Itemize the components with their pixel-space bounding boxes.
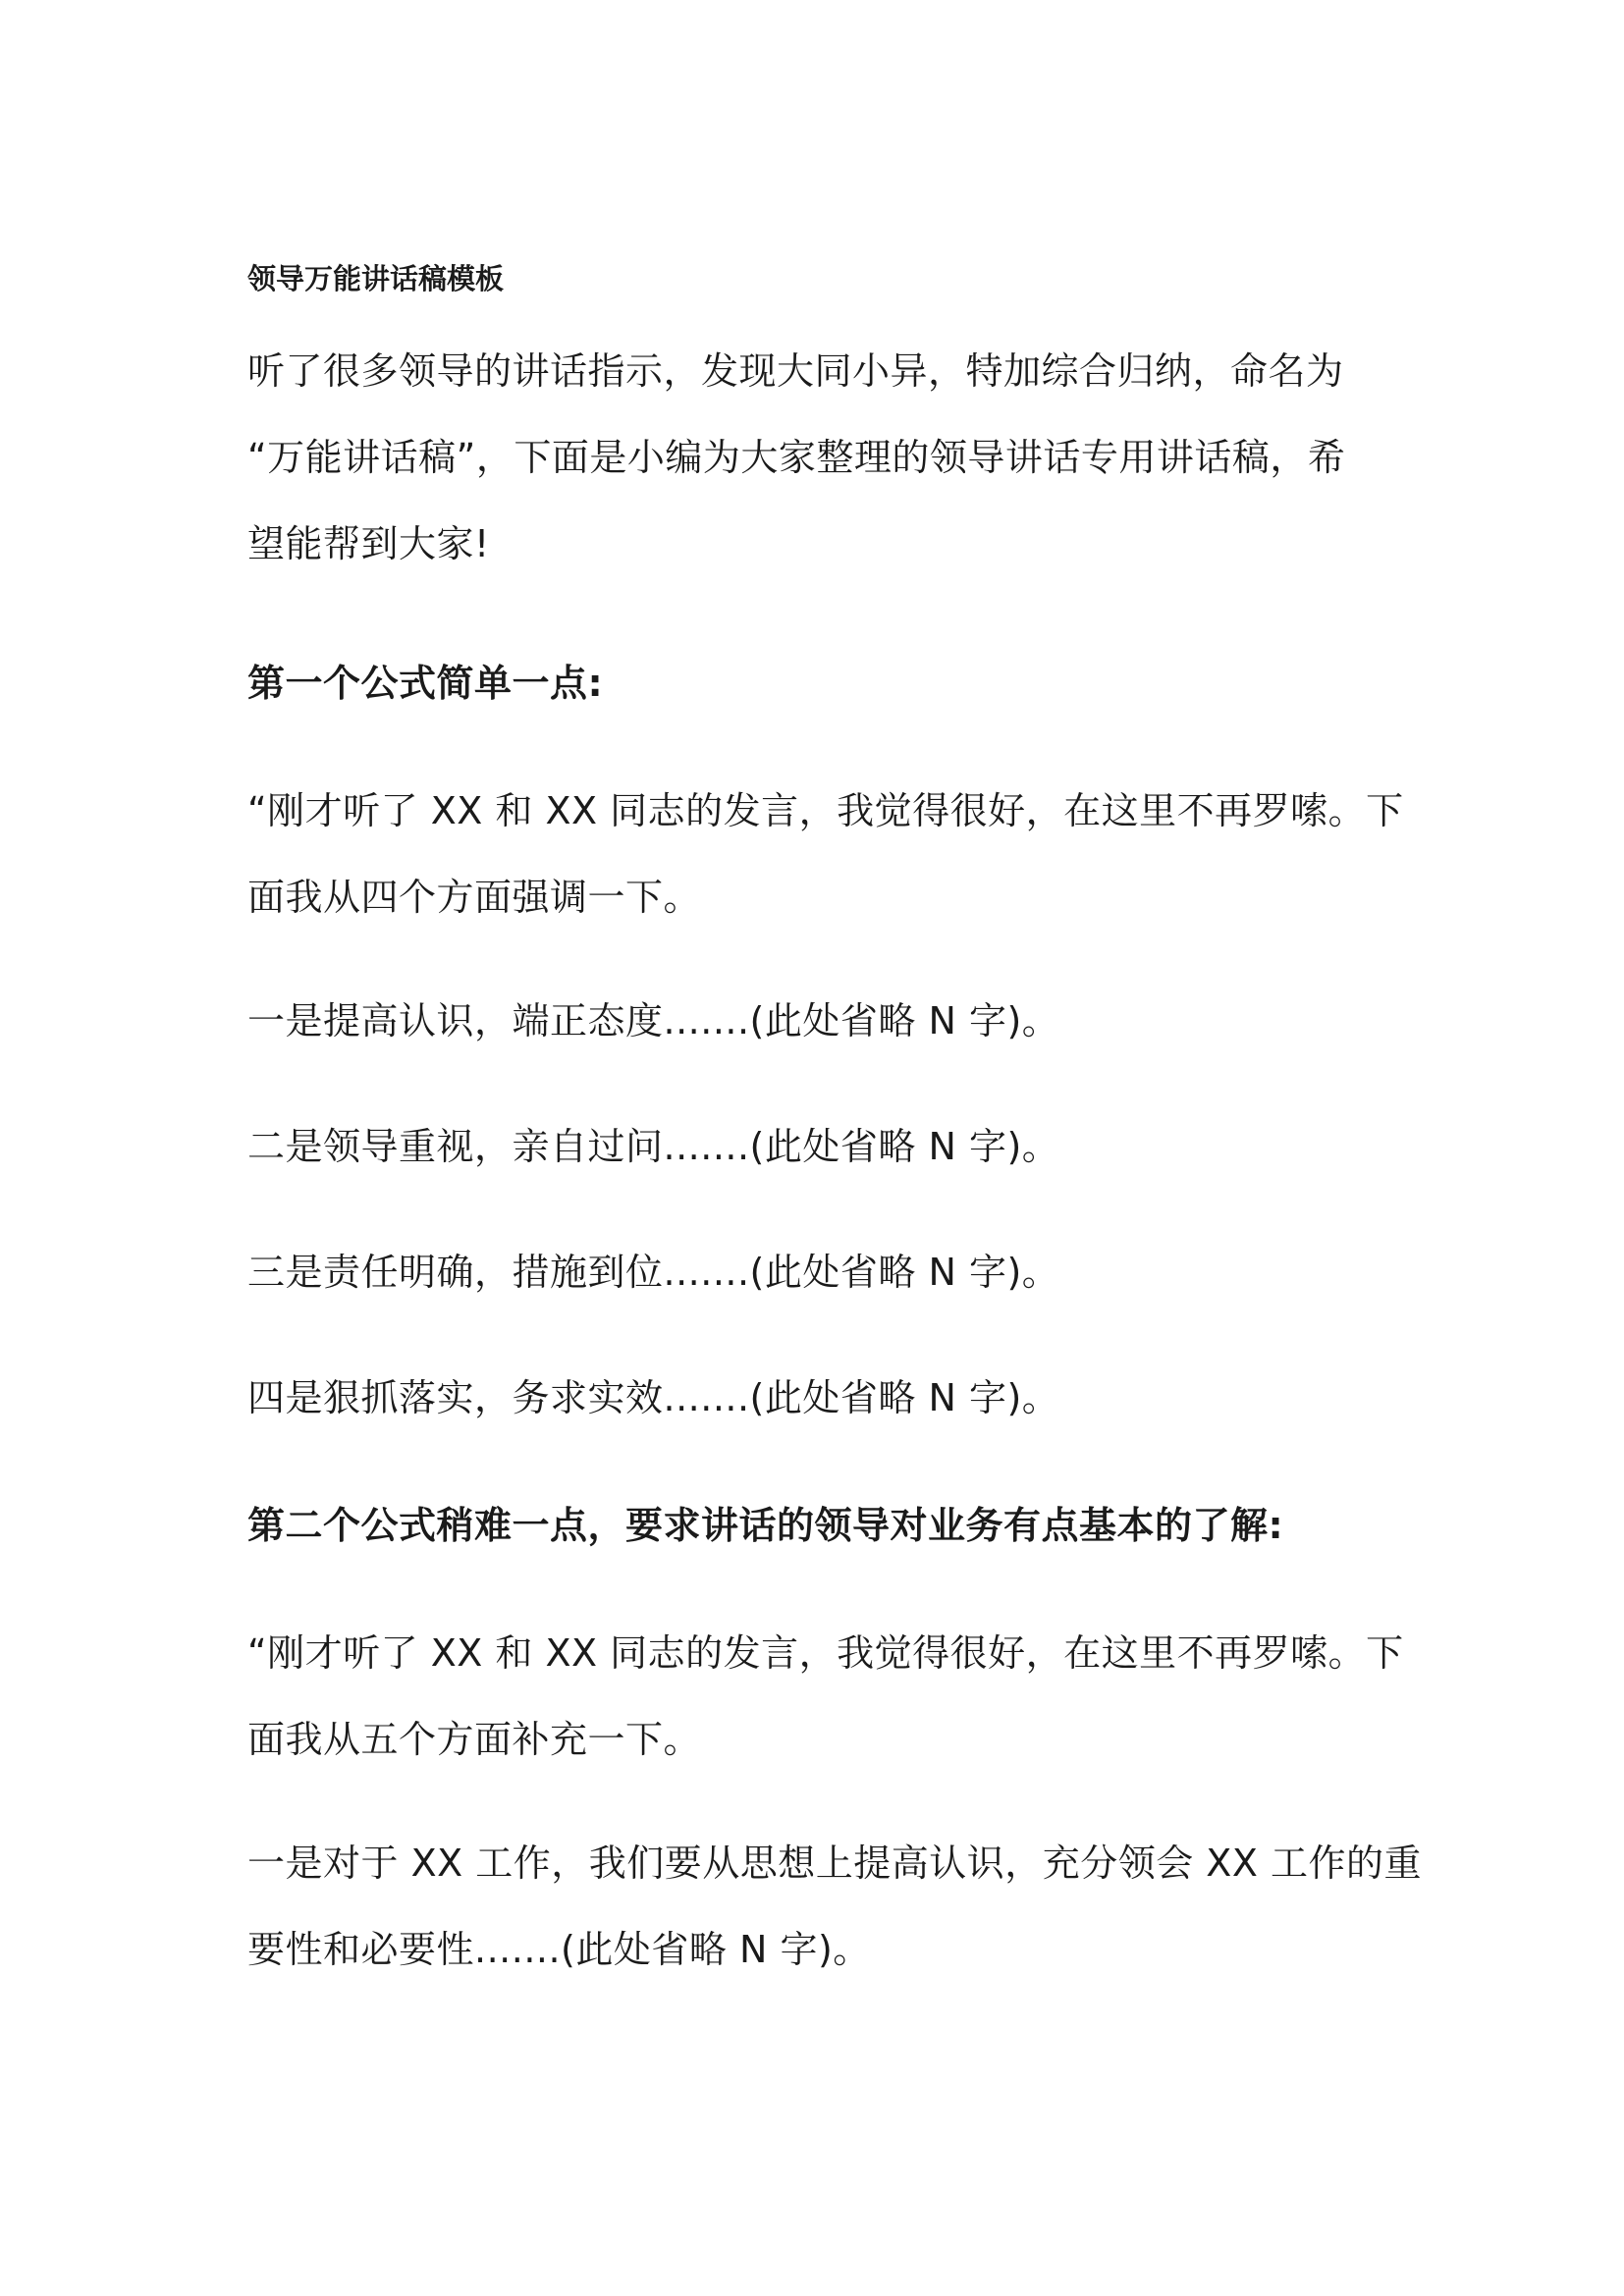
intro-line: “万能讲话稿”，下面是小编为大家整理的领导讲话专用讲话稿，希 — [247, 436, 1346, 479]
section1-point-1: 一是提高认识，端正态度.......(此处省略 N 字)。 — [247, 999, 1060, 1042]
section2-quote — [247, 1610, 1404, 1783]
quote-line: 面我从四个方面强调一下。 — [247, 876, 702, 919]
section1-point-2: 二是领导重视，亲自过问.......(此处省略 N 字)。 — [247, 1125, 1060, 1168]
intro-line: 听了很多领导的讲话指示，发现大同小异，特加综合归纳，命名为 — [247, 349, 1344, 393]
document-title: 领导万能讲话稿模板 — [247, 262, 505, 295]
intro-line: 望能帮到大家! — [247, 522, 490, 565]
section1-point-4: 四是狠抓落实，务求实效.......(此处省略 N 字)。 — [247, 1376, 1060, 1419]
section1-quote — [247, 768, 1404, 940]
point-line: 要性和必要性.......(此处省略 N 字)。 — [247, 1928, 871, 1971]
point-line: 一是对于 XX 工作，我们要从思想上提高认识，充分领会 XX 工作的重 — [247, 1842, 1422, 1885]
quote-line: “刚才听了 XX 和 XX 同志的发言，我觉得很好，在这里不再罗嗦。下 — [247, 789, 1404, 832]
quote-line: 面我从五个方面补充一下。 — [247, 1718, 702, 1761]
section2-point-1 — [247, 1820, 1422, 1993]
section2-heading: 第二个公式稍难一点，要求讲话的领导对业务有点基本的了解: — [247, 1504, 1284, 1547]
section1-heading: 第一个公式简单一点: — [247, 662, 604, 705]
intro-paragraph — [247, 328, 1391, 587]
section1-point-3: 三是责任明确，措施到位.......(此处省略 N 字)。 — [247, 1251, 1060, 1294]
quote-line: “刚才听了 XX 和 XX 同志的发言，我觉得很好，在这里不再罗嗦。下 — [247, 1631, 1404, 1675]
